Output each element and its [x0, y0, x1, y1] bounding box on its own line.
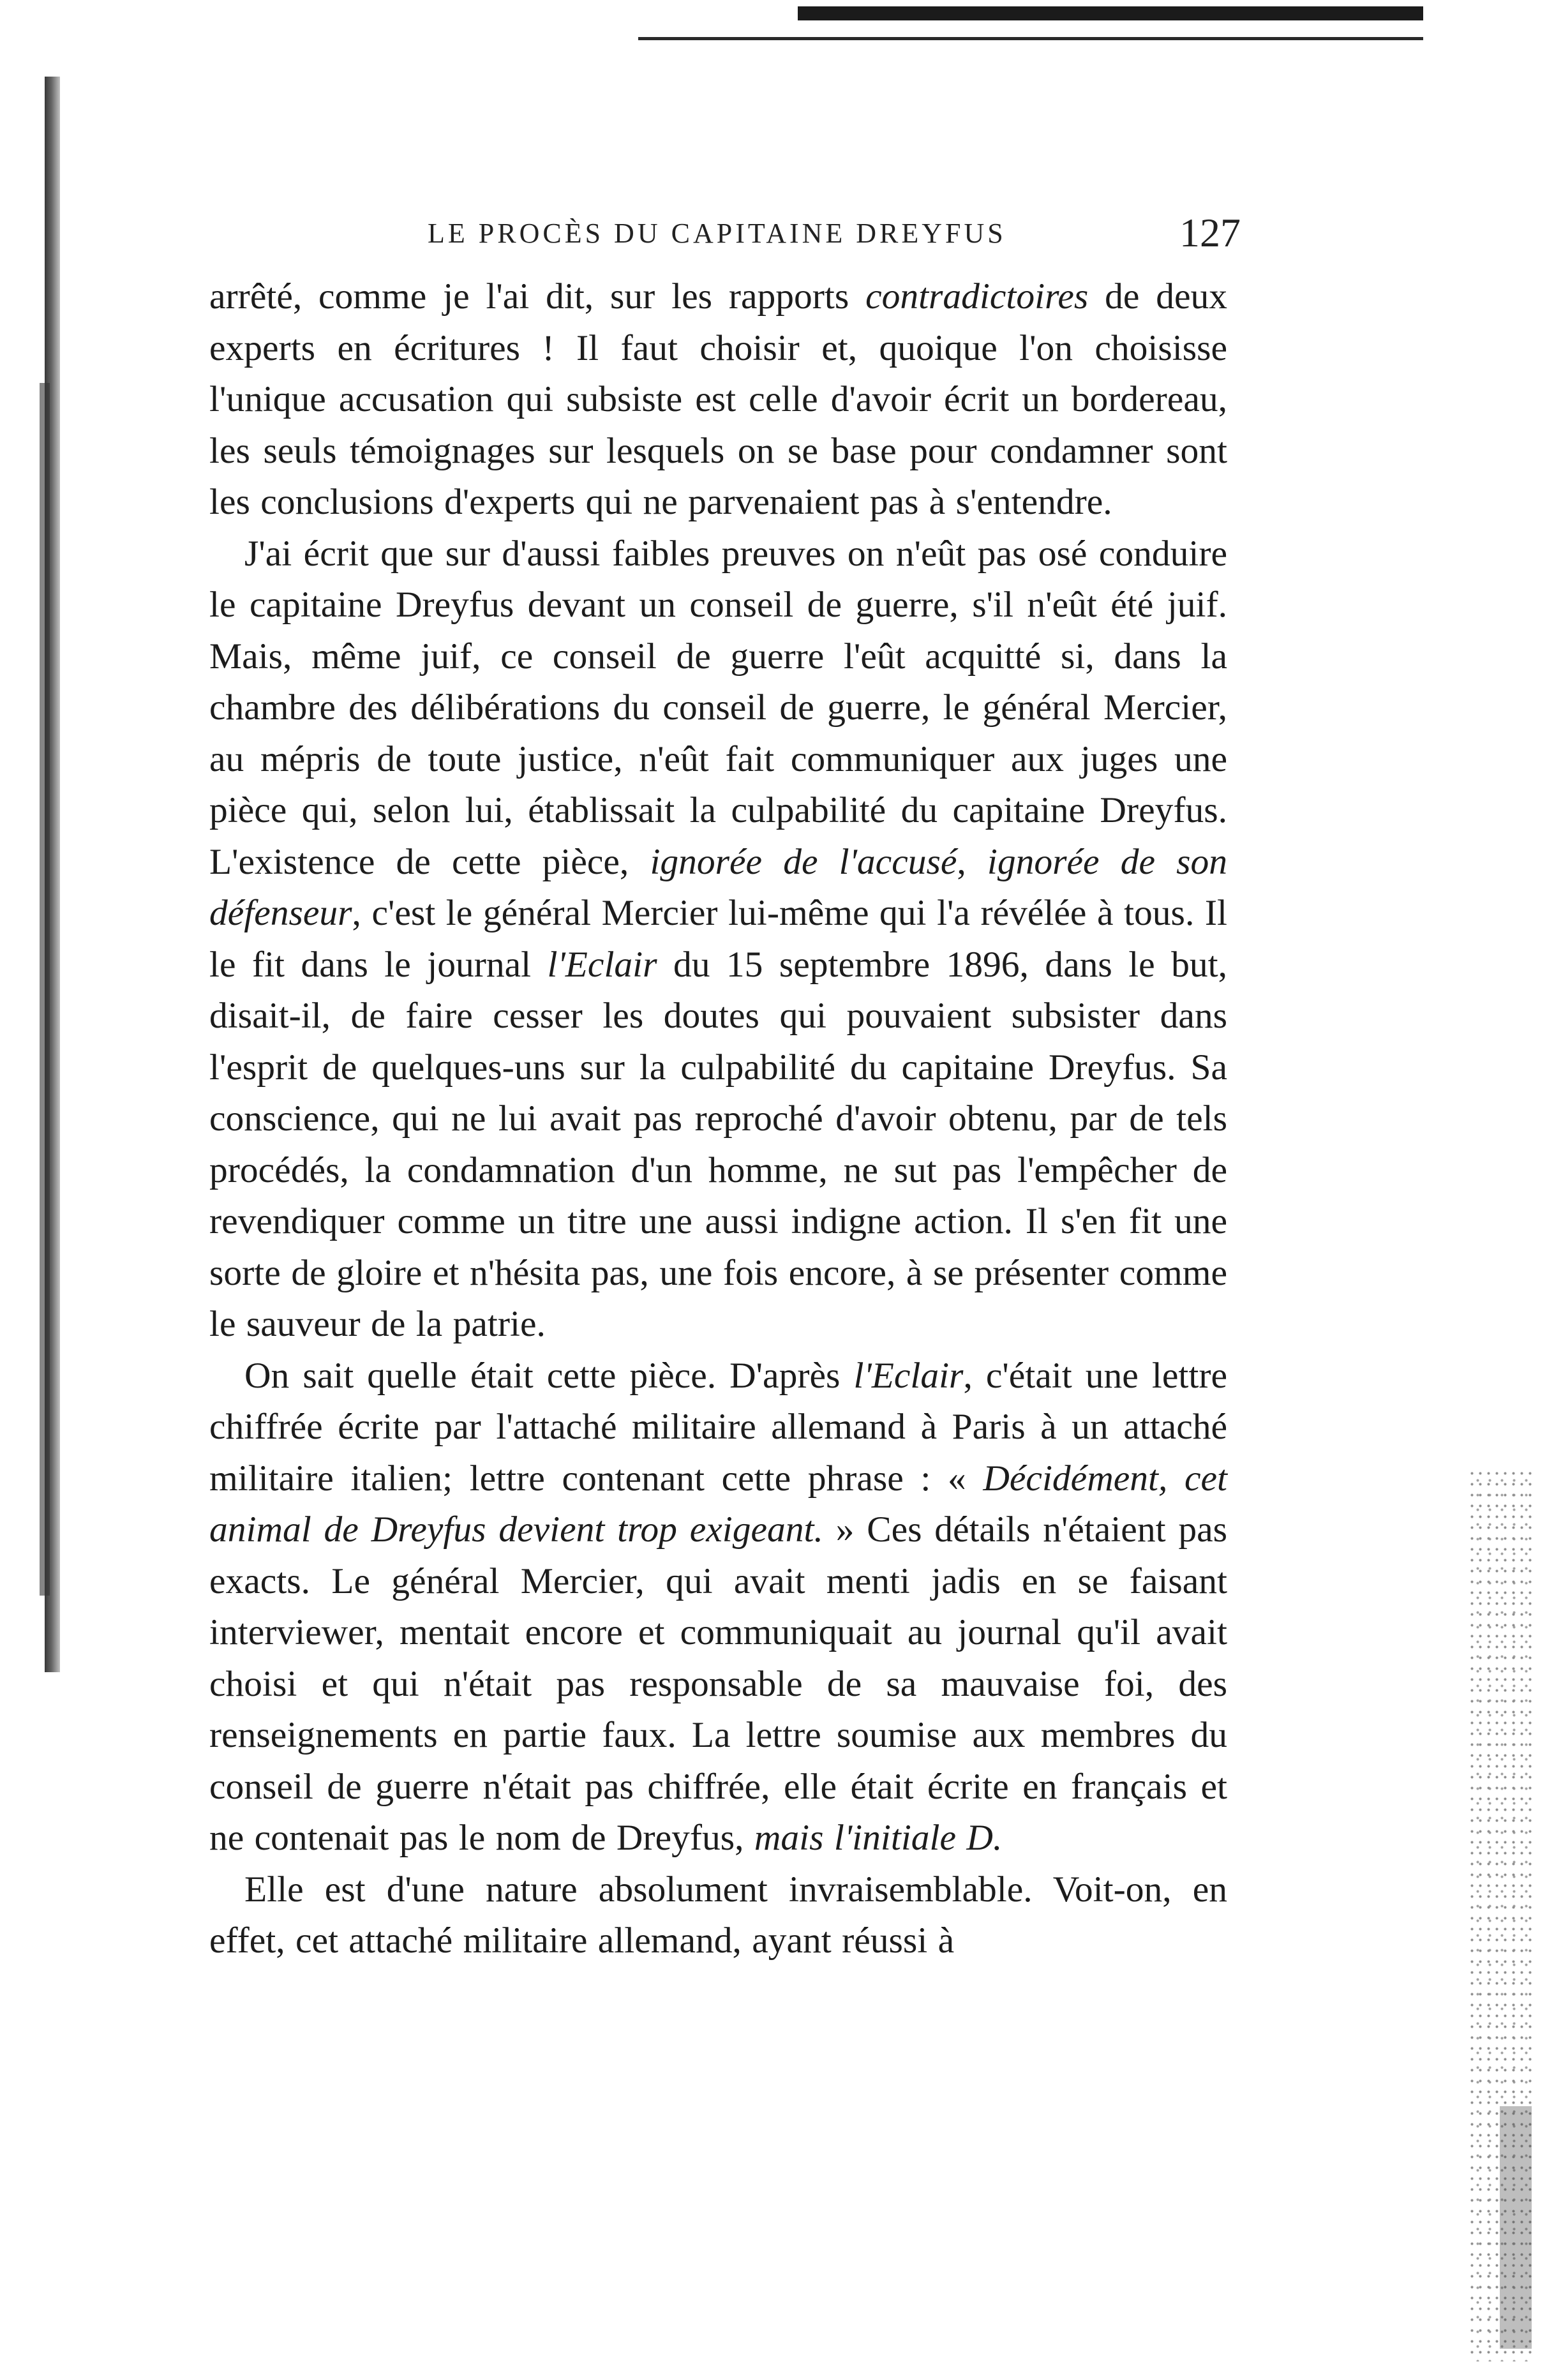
p3-text-2: , c'était une lettre chiffrée écrite par l'attaché militaire allemand à Paris à un attaché militaire italien; lettre contenant cette phrase : « [209, 1355, 1227, 1499]
p2-text-2: , [957, 841, 987, 882]
p1-text-1: arrêté, comme je l'ai dit, sur les rapports [209, 276, 866, 317]
p3-text-3: » Ces détails n'étaient pas exacts. Le général Mercier, qui avait menti jadis en se faisant interviewer, mentait encore et communiquait au journal qu'il avait choisi et qui n'était pas responsable de sa mauvaise foi, des renseignements en partie faux. La lettre soumise aux membres du conseil de guerre n'était pas chiffrée, elle était écrite en français et ne contenait pas le nom de Dreyfus, [209, 1509, 1227, 1858]
scan-top-rule [798, 6, 1423, 20]
p1-italic-1: contradictoires [865, 276, 1089, 317]
page-number: 127 [1179, 210, 1241, 255]
paragraph-4 [209, 1864, 1227, 1967]
p3-italic-3: mais l'initiale D. [754, 1818, 1003, 1858]
p2-text-1: J'ai écrit que sur d'aussi faibles preuves on n'eût pas osé conduire le capitaine Dreyfus devant un conseil de guerre, s'il n'eût été juif. Mais, même juif, ce conseil de guerre l'eût acquitté si, dans la chambre des délibérations du conseil de guerre, le général Mercier, au mépris de toute justice, n'eût fait communiquer aux juges une pièce qui, selon lui, établissait la culpabilité du capitaine Dreyfus. L'existence de cette pièce, [209, 533, 1227, 882]
p2-text-4: du 15 septembre 1896, dans le but, disait-il, de faire cesser les doutes qui pouvaient subsister dans l'esprit de quelques-uns sur la culpabilité du capitaine Dreyfus. Sa conscience, qui ne lui avait pas reproché d'avoir obtenu, par de tels procédés, la condamnation d'un homme, ne sut pas l'empêcher de revendiquer comme un titre une aussi indigne action. Il s'en fit une sorte de gloire et n'hésita pas, une fois encore, à se présenter comme le sauveur de la patrie. [209, 944, 1227, 1344]
scan-right-edge-noise-bottom [1500, 2106, 1532, 2349]
p2-italic-2: ignorée de son défenseur [209, 841, 1227, 933]
running-title: LE PROCÈS DU CAPITAINE DREYFUS [428, 218, 1006, 249]
paragraph-3 [209, 1351, 1227, 1864]
p2-italic-1: ignorée de l'accusé [650, 841, 957, 882]
scan-top-rule-thin [638, 37, 1423, 40]
scan-left-edge-shadow-inner [40, 383, 50, 1596]
p2-italic-3: l'Eclair [547, 944, 657, 985]
p2-text-3: , c'est le général Mercier lui-même qui l'a révélée à tous. Il le fit dans le journal [209, 893, 1227, 985]
page-header [211, 210, 1241, 262]
paragraph-1 [209, 271, 1227, 528]
p4-text-1: Elle est d'une nature absolument invraisemblable. Voit-on, en effet, cet attaché militaire allemand, ayant réussi à [209, 1869, 1227, 1961]
paragraph-2 [209, 528, 1227, 1351]
p3-italic-1: l'Eclair [853, 1355, 964, 1396]
body-text [209, 271, 1227, 1967]
p3-italic-2: Décidément, cet animal de Dreyfus devient trop exigeant. [209, 1458, 1227, 1550]
p1-text-2: de deux experts en écritures ! Il faut choisir et, quoique l'on choisisse l'unique accusation qui subsiste est celle d'avoir écrit un bordereau, les seuls témoignages sur lesquels on se base pour condamner sont les conclusions d'experts qui ne parvenaient pas à s'entendre. [209, 276, 1227, 522]
p3-text-1: On sait quelle était cette pièce. D'après [244, 1355, 854, 1396]
